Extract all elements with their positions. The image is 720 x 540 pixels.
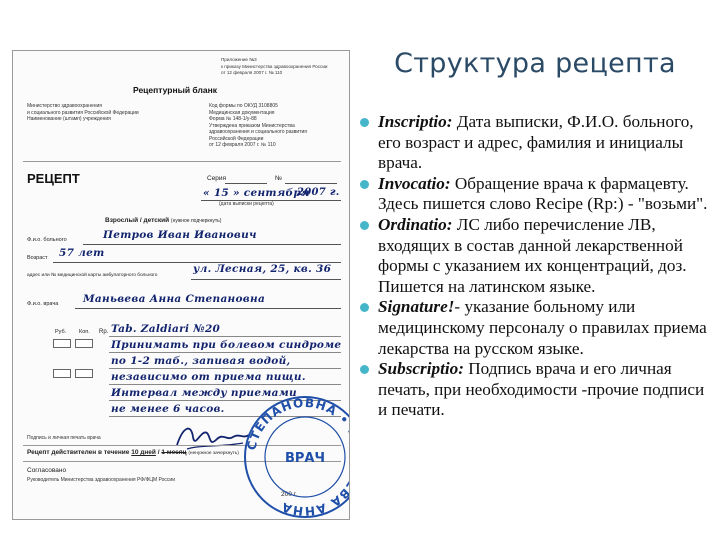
bullet-dot-icon [360, 221, 369, 230]
bullet-text: Обращение врача к фармацевту. Здесь пишется слово Recipe (Rp:) - "возьми". [378, 173, 708, 214]
ministry-note: Министерство здравоохранения и социального развития Российской Федерации Наименование (штамп) учреждения [27, 103, 139, 122]
patient-type [105, 217, 221, 224]
bullet-signature [358, 297, 708, 359]
validity-row: Рецепт действителен в течение 10 дней / 1 месяц (ненужное зачеркнуть) [27, 449, 239, 456]
patient-type-label: Взрослый / детский [105, 217, 170, 224]
signature-caption: Подпись и личная печать врача [27, 435, 101, 441]
kop-box-2 [75, 369, 93, 378]
form-title: Рецептурный бланк [133, 85, 217, 95]
rub-label: Руб. [55, 329, 67, 335]
rx-line-5: Интервал между приемами [111, 387, 297, 399]
rp-label: Rp. [99, 329, 109, 335]
bullet-inscriptio [358, 112, 708, 174]
doctor-value: Маньвева Анна Степановна [83, 293, 266, 305]
doctor-line [75, 308, 341, 309]
rub-box [53, 339, 71, 348]
rx-line-2: Принимать при болевом синдроме [111, 339, 342, 351]
rx-underline-2 [109, 352, 341, 353]
bullet-term: Invocatio: [378, 173, 451, 193]
slide-title: Структура рецепта [394, 48, 676, 79]
age-value: 57 лет [59, 247, 105, 259]
agreed-note: Руководитель Министерства здравоохранения РФ/ФЦМ России [27, 477, 175, 483]
rx-underline-3 [109, 368, 341, 369]
patient-value: Петров Иван Иванович [103, 229, 257, 241]
kop-box [75, 339, 93, 348]
stamp-ring-text: СТЕПАНОВНА • МАТВЕЕВА АННА [244, 395, 367, 519]
doctor-label: Ф.и.о. врача [27, 301, 59, 307]
header-divider [23, 161, 341, 162]
doctor-stamp [241, 393, 367, 520]
date-value: « 15 » сентября [203, 187, 310, 199]
bullet-dot-icon [360, 303, 369, 312]
patient-type-note: (нужное подчеркнуть) [170, 218, 222, 224]
series-label: Серия [207, 175, 227, 182]
bullet-dot-icon [360, 365, 369, 374]
age-label: Возраст [27, 255, 48, 261]
agreed-label: Согласовано [27, 467, 67, 474]
bullet-text: - указание больному или медицинскому персоналу о правилах приема лекарства на русском языке. [378, 297, 707, 358]
address-label: адрес или № медицинской карты амбулаторного больного [27, 273, 158, 278]
address-line [191, 279, 341, 280]
bullet-term: Inscriptio: [378, 112, 453, 131]
okud-note: Код формы по ОКУД 3108805 Медицинская документация Форма № 148-1/у-88 Утверждена приказом Министерства здравоохранения и социального развития Российской Федерации от 12 февраля 2007 г. № 110 [209, 103, 307, 148]
rx-line-1: Tab. Zaldiari №20 [111, 323, 221, 335]
address-value: ул. Лесная, 25, кв. 36 [193, 263, 332, 275]
stamp-center-text: ВРАЧ [284, 451, 326, 466]
number-line [285, 183, 337, 184]
series-line [225, 183, 267, 184]
validity-note: (ненужное зачеркнуть) [188, 451, 239, 456]
validity-label: Рецепт действителен в течение [27, 449, 130, 456]
kop-label: Коп. [79, 329, 90, 335]
bullet-term: Signature! [378, 297, 455, 317]
validity-alt: 1 месяц [161, 449, 187, 456]
appendix-note: Приложение №3 к приказу Министерства здравоохранения России от 12 февраля 2007 г. № 110 [221, 57, 328, 75]
form-heading: РЕЦЕПТ [27, 171, 80, 186]
bullet-text: Дата выписки, Ф.И.О. больного, его возраст и адрес, фамилия и инициалы врача. [378, 112, 694, 173]
bullet-dot-icon [360, 118, 369, 127]
bullet-ordinatio [358, 215, 708, 297]
rub-box-2 [53, 369, 71, 378]
bullet-invocatio [358, 174, 708, 215]
prescription-form-image [12, 50, 367, 520]
date-caption: (дата выписки рецепта) [219, 201, 274, 207]
rx-line-3: по 1-2 таб., запивая водой, [111, 355, 291, 367]
rx-underline-4 [109, 384, 341, 385]
rx-underline-1 [109, 336, 341, 337]
bullet-text: Подпись врача и его личная печать, при необходимости -прочие подписи и печати. [378, 359, 705, 420]
number-label: № [275, 175, 282, 182]
patient-line [83, 244, 341, 245]
validity-value: 10 дней [131, 449, 156, 456]
bullet-text: ЛС либо перечисление ЛВ, входящих в состав данной лекарственной формы с указанием их концентраций, доз. Пишется на латинском языке. [378, 214, 687, 296]
year-bottom: 200 г. [281, 491, 298, 498]
bullet-dot-icon [360, 180, 369, 189]
bullet-list [358, 112, 708, 421]
rx-line-6: не менее 6 часов. [111, 403, 225, 415]
bullet-term: Ordinatio: [378, 214, 453, 234]
bullet-subscriptio [358, 359, 708, 421]
rx-line-4: независимо от приема пищи. [111, 371, 306, 383]
year-value: 2007 г. [297, 187, 340, 198]
patient-label: Ф.и.о. больного [27, 237, 67, 243]
bullet-term: Subscriptio: [378, 359, 464, 379]
